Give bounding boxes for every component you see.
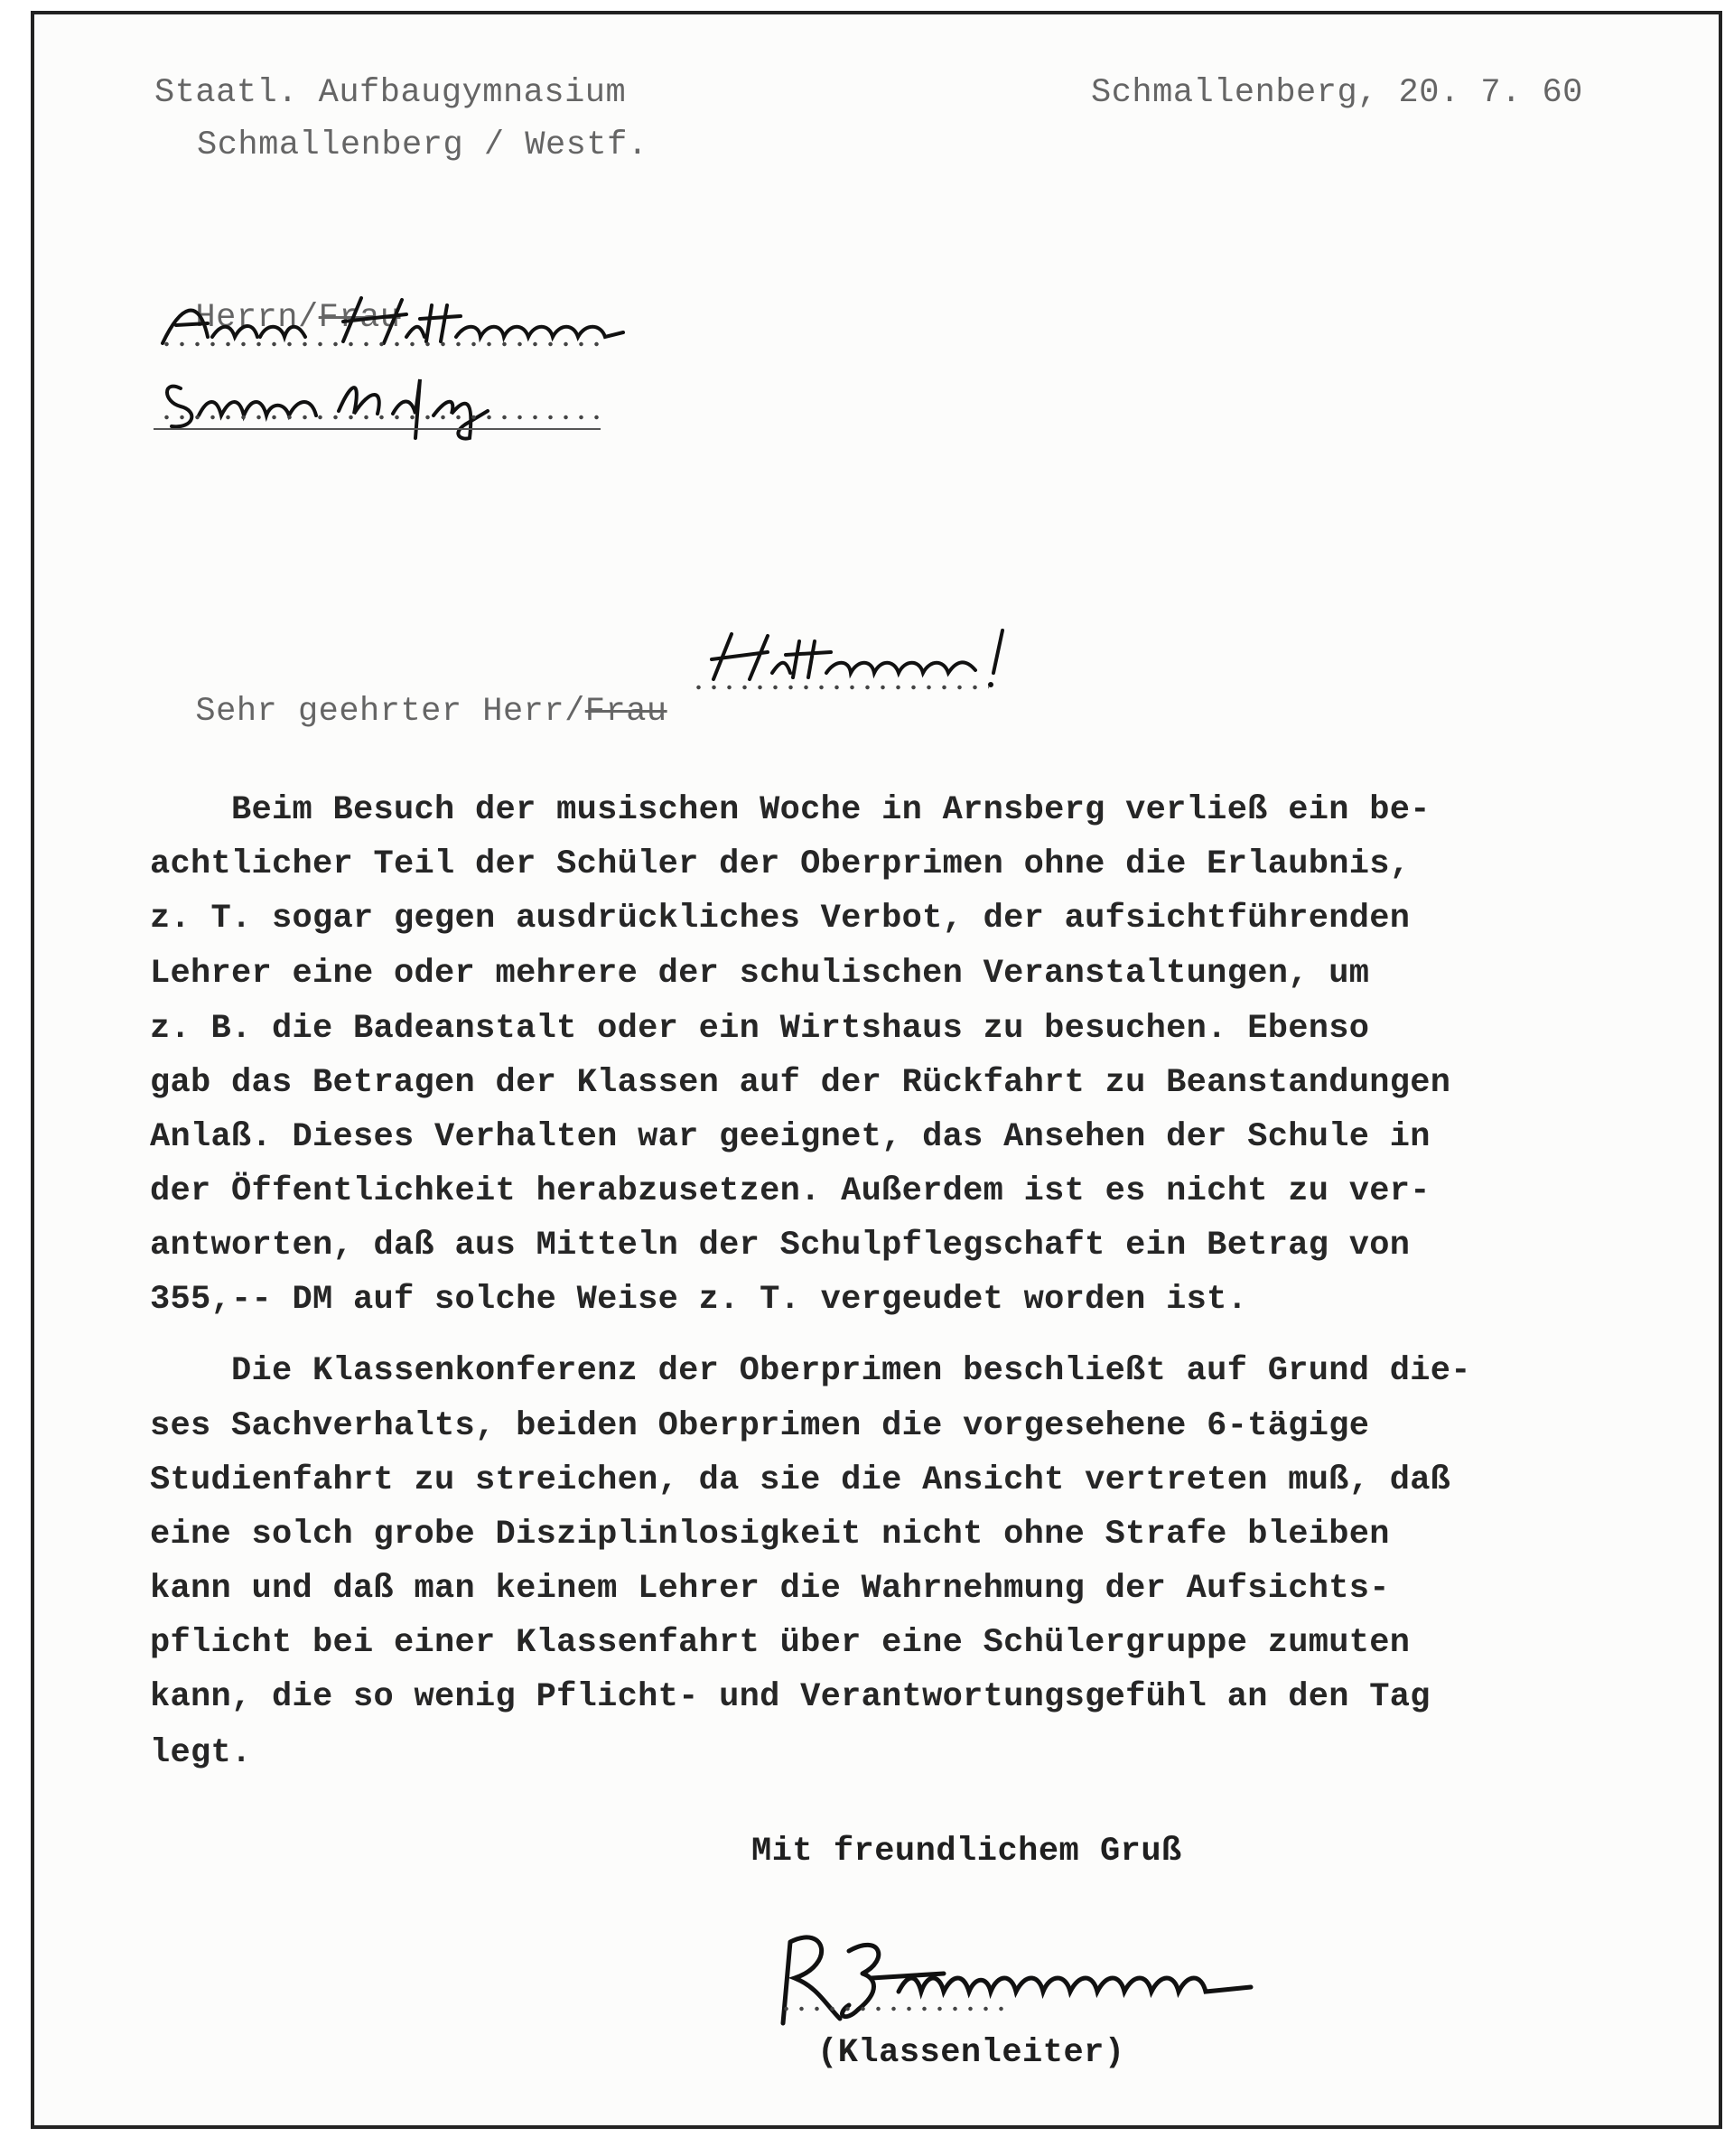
- body-line: der Öffentlichkeit herabzusetzen. Außerdem ist es nicht zu ver-: [150, 1172, 1431, 1210]
- handwritten-recipient-name: [144, 287, 632, 359]
- address-underline: [154, 428, 601, 430]
- handwritten-greeting-name: [695, 623, 1021, 695]
- body-line: 355,-- DM auf solche Weise z. T. vergeudet worden ist.: [150, 1281, 1248, 1319]
- handwritten-signature: [763, 1924, 1269, 2032]
- place-date: Schmallenberg, 20. 7. 60: [1091, 74, 1583, 112]
- body-line: z. T. sogar gegen ausdrückliches Verbot, der aufsichtführenden: [150, 900, 1411, 938]
- body-line: Beim Besuch der musischen Woche in Arnsberg verließ ein be-: [150, 791, 1431, 829]
- body-line: gab das Betragen der Klassen auf der Rückfahrt zu Beanstandungen: [150, 1064, 1451, 1102]
- body-line: kann und daß man keinem Lehrer die Wahrnehmung der Aufsichts-: [150, 1570, 1390, 1608]
- closing-role: (Klassenleiter): [817, 2034, 1125, 2072]
- body-line: Lehrer eine oder mehrere der schulischen Veranstaltungen, um: [150, 955, 1370, 993]
- greeting-text: Sehr geehrter Herr/: [195, 693, 585, 731]
- body-line: ses Sachverhalts, beiden Oberprimen die vorgesehene 6-tägige: [150, 1407, 1370, 1445]
- address-salutation-struck: Frau: [318, 299, 401, 337]
- school-name: Staatl. Aufbaugymnasium: [154, 74, 627, 112]
- body-line: achtlicher Teil der Schüler der Oberprimen ohne die Erlaubnis,: [150, 845, 1411, 883]
- school-location: Schmallenberg / Westf.: [197, 126, 648, 164]
- body-line: Anlaß. Dieses Verhalten war geeignet, das Ansehen der Schule in: [150, 1118, 1431, 1156]
- body-line: z. B. die Badeanstalt oder ein Wirtshaus zu besuchen. Ebenso: [150, 1010, 1370, 1048]
- body-line: pflicht bei einer Klassenfahrt über eine Schülergruppe zumuten: [150, 1624, 1411, 1662]
- closing-regards: Mit freundlichem Gruß: [751, 1833, 1182, 1871]
- body-line: antworten, daß aus Mitteln der Schulpflegschaft ein Betrag von: [150, 1227, 1411, 1265]
- body-line: legt.: [150, 1734, 252, 1772]
- body-line: eine solch grobe Disziplinlosigkeit nicht ohne Strafe bleiben: [150, 1516, 1390, 1554]
- signature-dots: [778, 2005, 1013, 2012]
- body-line: Studienfahrt zu streichen, da sie die Ansicht vertreten muß, daß: [150, 1461, 1451, 1499]
- address-line-1-dots: [159, 341, 601, 348]
- body-line: Die Klassenkonferenz der Oberprimen beschließt auf Grund die-: [150, 1352, 1471, 1390]
- greeting: [154, 662, 667, 729]
- greeting-struck: Frau: [584, 693, 667, 731]
- handwritten-recipient-town: [144, 361, 578, 443]
- address-salutation-herrn: Herrn/: [195, 299, 319, 337]
- body-line: kann, die so wenig Pflicht- und Verantwortungsgefühl an den Tag: [150, 1678, 1431, 1716]
- address-line-2-dots: [159, 414, 601, 421]
